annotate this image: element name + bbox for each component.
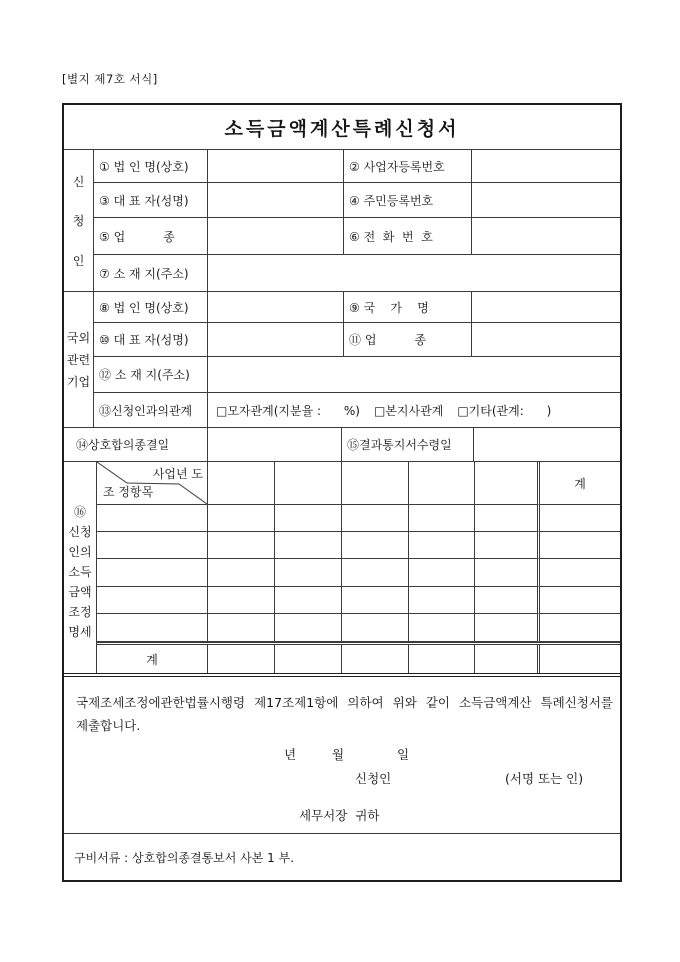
- foreign-row-3: [94, 357, 620, 393]
- dates-row: [64, 428, 620, 462]
- declaration-applicant-label: 신청인: [355, 771, 392, 786]
- resident-reg-no-label: ④ 주민등록번호: [344, 183, 472, 218]
- declaration-paragraph: [76, 691, 613, 737]
- applicant-section: [64, 150, 620, 292]
- signature-or-seal-label: (서명 또는 인): [505, 771, 584, 786]
- foreign-enterprise-section: [64, 292, 620, 428]
- required-documents-row: [64, 834, 620, 880]
- date-year-label: 년: [284, 747, 297, 762]
- adjustment-body-row: [97, 614, 620, 642]
- foreign-representative-value: [208, 323, 344, 357]
- corp-name-value: [208, 150, 344, 183]
- applicant-side-label: 신 청 인: [64, 150, 94, 292]
- checkbox-parent-subsidiary: □모자관계(지분율 : %): [216, 403, 360, 418]
- total-row-label: 계: [97, 645, 208, 673]
- resident-reg-no-value: [472, 183, 620, 218]
- corp-name-label: ① 법 인 명(상호): [94, 150, 208, 183]
- date-day-label: 일: [397, 747, 410, 762]
- adjustment-header-row: [97, 462, 620, 505]
- diag-business-year-label: 사업년 도: [152, 467, 203, 481]
- agreement-end-date-value: [208, 428, 342, 462]
- applicant-row-1: [94, 150, 620, 183]
- business-reg-no-label: ② 사업자등록번호: [344, 150, 472, 183]
- applicant-row-2: [94, 183, 620, 218]
- country-name-value: [472, 292, 620, 323]
- adjustment-body-row: [97, 532, 620, 559]
- declaration-line-2: 제출합니다.: [76, 718, 141, 733]
- foreign-row-1: [94, 292, 620, 323]
- business-reg-no-value: [472, 150, 620, 183]
- foreign-side-label: 국외 관련 기업: [64, 292, 94, 428]
- year-col-4: [409, 462, 475, 505]
- applicant-row-3: [94, 218, 620, 255]
- year-col-1: [208, 462, 275, 505]
- adjustment-section: [64, 462, 620, 677]
- adjustment-body-row: [97, 587, 620, 614]
- phone-no-value: [472, 218, 620, 255]
- declaration-section: [64, 677, 620, 834]
- checkbox-head-branch: □본지사관계: [374, 403, 444, 418]
- adjustment-total-row: [97, 642, 620, 673]
- notice-receipt-date-label: ⑮결과통지서수령일: [342, 428, 474, 462]
- representative-value: [208, 183, 344, 218]
- year-col-3: [342, 462, 409, 505]
- foreign-business-type-value: [472, 323, 620, 357]
- country-name-label: ⑨ 국 가 명: [344, 292, 472, 323]
- form-reference-label: [별지 제7호 서식]: [62, 72, 158, 86]
- phone-no-label: ⑥ 전 화 번 호: [344, 218, 472, 255]
- business-type-label: ⑤ 업 종: [94, 218, 208, 255]
- checkbox-other: □기타(관계: ): [457, 403, 552, 418]
- foreign-row-4: [94, 393, 620, 428]
- adjustment-body-row: [97, 559, 620, 587]
- required-documents-text: 구비서류 : 상호합의종결통보서 사본 1 부.: [74, 850, 295, 865]
- diag-adjust-item-label: 조 정항목: [103, 485, 154, 499]
- notice-receipt-date-value: [474, 428, 620, 462]
- relationship-label: ⑬신청인과의관계: [94, 393, 208, 428]
- diagonal-header-cell: [97, 462, 208, 505]
- year-col-5: [475, 462, 540, 505]
- form-title-row: [64, 105, 620, 150]
- foreign-corp-name-label: ⑧ 법 인 명(상호): [94, 292, 208, 323]
- form-outer-table: [62, 103, 622, 882]
- address-value: [208, 255, 620, 292]
- total-col-header: 계: [540, 462, 620, 505]
- declaration-line-1: 국제조세조정에관한법률시행령 제17조제1항에 의하여 위와 같이 소득금액계산 특례신청서를: [76, 695, 613, 710]
- foreign-representative-label: ⑩ 대 표 자(성명): [94, 323, 208, 357]
- relationship-options: [208, 393, 620, 428]
- representative-label: ③ 대 표 자(성명): [94, 183, 208, 218]
- date-month-label: 월: [332, 747, 345, 762]
- recipient-label: 세무서장 귀하: [299, 808, 380, 823]
- business-type-value: [208, 218, 344, 255]
- applicant-row-4: [94, 255, 620, 292]
- foreign-corp-name-value: [208, 292, 344, 323]
- year-col-2: [275, 462, 342, 505]
- foreign-business-type-label: ⑪ 업 종: [344, 323, 472, 357]
- adjustment-body-row: [97, 505, 620, 532]
- foreign-row-2: [94, 323, 620, 357]
- address-label: ⑦ 소 재 지(주소): [94, 255, 208, 292]
- foreign-address-value: [208, 357, 620, 393]
- adjustment-side-label: ⑯ 신청 인의 소득 금액 조정 명세: [64, 462, 97, 673]
- foreign-address-label: ⑫ 소 재 지(주소): [94, 357, 208, 393]
- form-title: 소득금액계산특례신청서: [224, 117, 460, 140]
- agreement-end-date-label: ⑭상호합의종결일: [64, 428, 208, 462]
